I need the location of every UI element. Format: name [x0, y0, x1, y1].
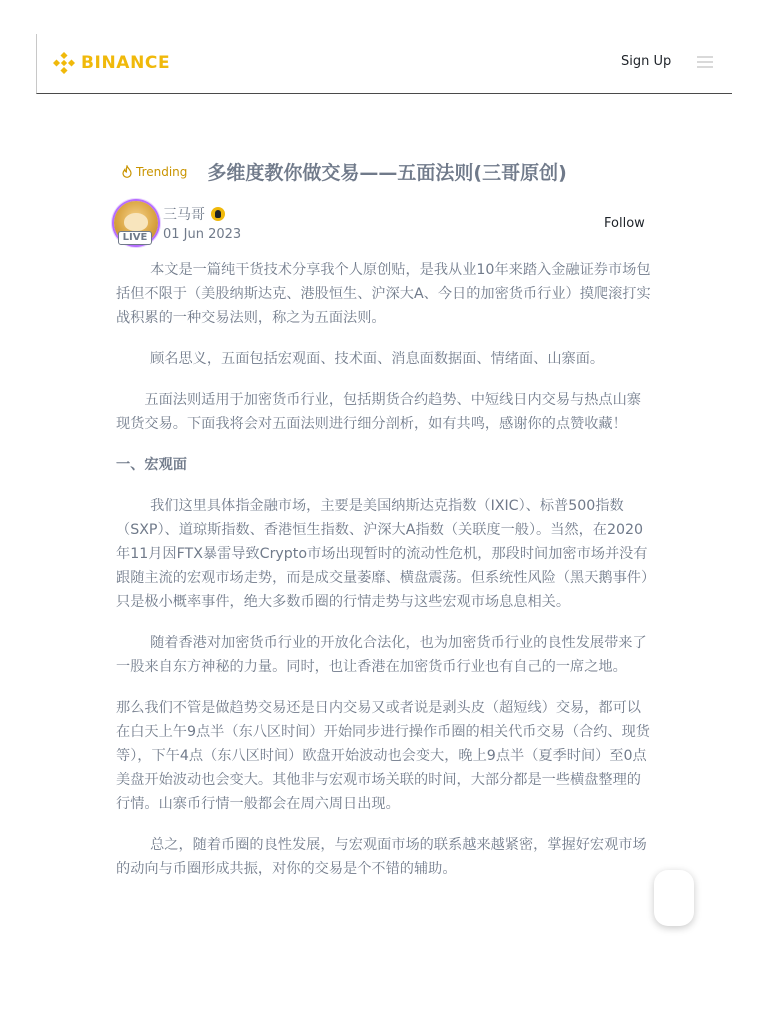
trending-tag[interactable]: [121, 165, 187, 179]
brand-name: BINANCE: [81, 53, 171, 73]
hamburger-menu-icon[interactable]: [697, 56, 713, 68]
top-nav: [36, 34, 732, 94]
avatar-image: [124, 213, 148, 231]
article-paragraph: 我们这里具体指金融市场，主要是美国纳斯达克指数（IXIC）、标普500指数（SXP）、道琼斯指数、香港恒生指数、沪深大A指数（关联度一般）。当然，在2020年11月因FTX暴雷导致Crypto市场出现暂时的流动性危机，那段时间加密市场并没有跟随主流的宏观市场走势，而是成交量萎靡、横盘震荡。但系统性风险（黑天鹅事件）只是极小概率事件，绝大多数币圈的行情走势与这些宏观市场息息相关。: [116, 498, 649, 610]
article-paragraph: 五面法则适用于加密货币行业，包括期货合约趋势、中短线日内交易与热点山寨现货交易。下面我将会对五面法则进行细分剖析，如有共鸣，感谢你的点赞收藏！: [116, 392, 641, 432]
trending-label: Trending: [136, 164, 188, 179]
author-name: 三马哥: [163, 207, 205, 223]
binance-diamond-icon: [53, 52, 75, 74]
article-paragraph: 顾名思义，五面包括宏观面、技术面、消息面数据面、情绪面、山寨面。: [150, 351, 605, 367]
author-row: [114, 201, 654, 247]
article-paragraph: 本文是一篇纯干货技术分享我个人原创贴，是我从业10年来踏入金融证券市场包括但不限于（美股纳斯达克、港股恒生、沪深大A、今日的加密货币行业）摸爬滚打实战积累的一种交易法则，称之为五面法则。: [116, 262, 651, 326]
live-badge: LIVE: [118, 231, 152, 245]
article-paragraph: 随着香港对加密货币行业的开放化合法化，也为加密货币行业的良性发展带来了一股来自东方神秘的力量。同时，也让香港在加密货币行业也有自己的一席之地。: [116, 635, 647, 675]
flame-icon: [121, 165, 133, 178]
binance-logo[interactable]: [53, 52, 170, 74]
sign-up-button[interactable]: Sign Up: [621, 54, 672, 69]
article-paragraph: 那么我们不管是做趋势交易还是日内交易又或者说是剥头皮（超短线）交易，都可以在白天上午9点半（东八区时间）开始同步进行操作币圈的相关代币交易（合约、现货等），下午4点（东八区时间）欧盘开始波动也会变大，晚上9点半（夏季时间）至0点美盘开始波动也会变大。其他非与宏观市场关联的时间，大部分都是一些横盘整理的行情。山寨币行情一般都会在周六周日出现。: [116, 700, 650, 812]
article-header: [121, 158, 681, 185]
medal-icon: [211, 207, 225, 221]
section-heading: 一、宏观面: [116, 457, 187, 473]
author-name-link[interactable]: [163, 204, 225, 224]
floating-action-button[interactable]: [654, 870, 694, 926]
follow-button[interactable]: Follow: [604, 216, 645, 231]
article-body: [116, 258, 654, 898]
post-date: 01 Jun 2023: [163, 227, 242, 242]
article-title: 多维度教你做交易——五面法则(三哥原创): [207, 162, 567, 184]
article-paragraph: 总之，随着币圈的良性发展，与宏观面市场的联系越来越紧密，掌握好宏观市场的动向与币圈形成共振，对你的交易是个不错的辅助。: [116, 837, 647, 877]
